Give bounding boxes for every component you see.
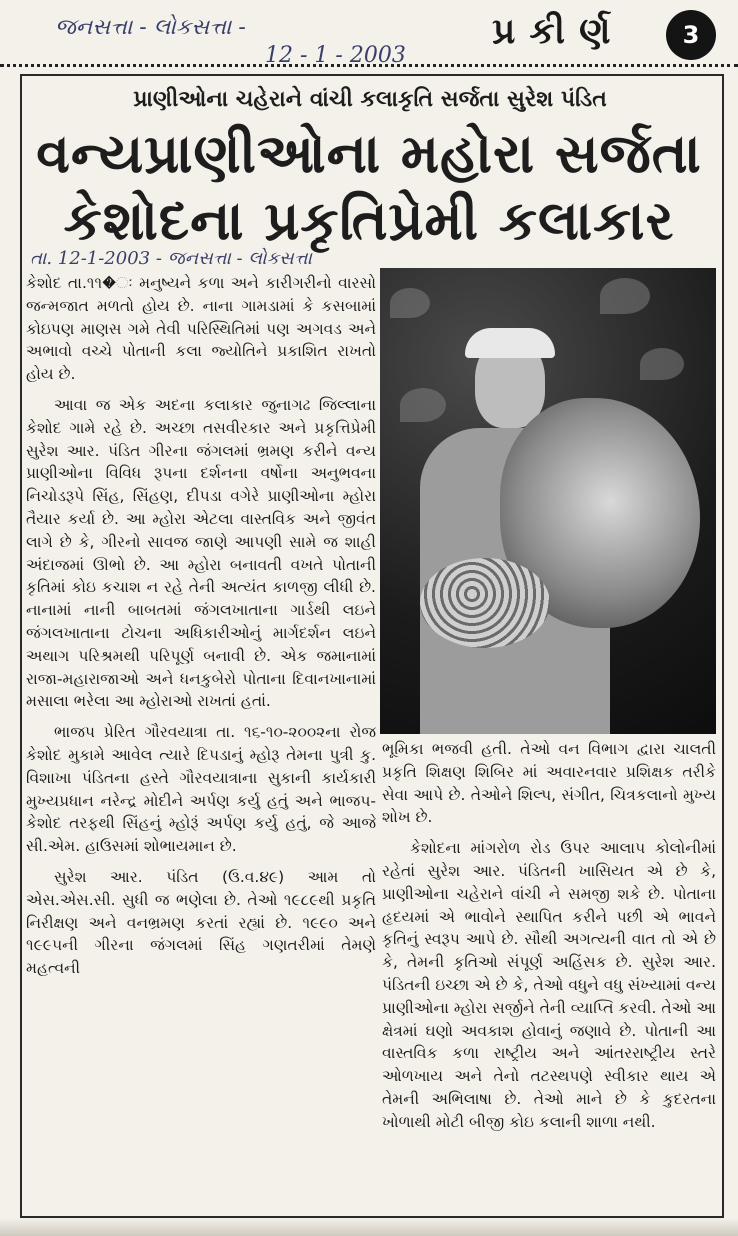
headline-line-2: કેશોદના પ્રકૃતિપ્રેમી કલાકાર	[63, 189, 675, 252]
dotted-divider	[0, 64, 738, 67]
paragraph: કેશોદ તા.૧૧�ઃ મનુષ્યને કળા અને કારીગરીનો વારસો જન્મજાત મળતો હોય છે. નાના ગામડામાં કે કસબામાં કોઇપણ માણસ ગમે તેવી પરિસ્થિતિમાં પણ અગવડ અને અભાવો વચ્ચે પોતાની કલા જ્યોતિને પ્રકાશિત રાખતો હોય છે.	[26, 274, 376, 384]
section-label: પ્રકીર્ણ	[492, 11, 625, 52]
man-cap	[465, 328, 555, 358]
handwritten-source-line: જનસત્તા - લોકસત્તા -	[55, 15, 246, 40]
article-kicker: પ્રાણીઓના ચહેરાને વાંચી કલાકૃતિ સર્જતા સુરેશ પંડિત	[133, 87, 607, 112]
article-left-column	[26, 272, 376, 1212]
page-number-badge: 3	[666, 10, 716, 60]
paragraph: આવા જ એક અદના કલાકાર જુનાગઢ જિલ્લાના કેશોદ ગામે રહે છે. અચ્છા તસવીરકાર અને પ્રકૃત્તિપ્રેમી સુરેશ આર. પંડિત ગીરના જંગલમાં ભ્રમણ કરીને વન્ય પ્રાણીઓના વિવિધ રૂપના દર્શનના વર્ષોના અનુભવના નિચોડરૂપે સિંહ, સિંહણ, દીપડા વગેરે પ્રાણીઓના મ્હોરા તૈયાર કર્યા છે. આ મ્હોરા એટલા વાસ્તવિક અને જીવંત લાગે છે કે, ગીરનો સાવજ જાણે આપણી સામે જ શાહી અંદાજમાં ઊભો છે. આ મ્હોરા બનાવતી વખતે પોતાની કૃતિમાં કોઇ કચાશ ન રહે તેની અત્યંત કાળજી લીધી છે. નાનામાં નાની બાબતમાં જંગલખાતાના ગાર્ડથી લઇને જંગલખાતાના ટોચના અધિકારીઓનું માર્ગદર્શન લઇને અથાગ પરિશ્રમથી પરિપૂર્ણ બનાવી છે. એક જમાનામાં રાજા-મહારાજાઓ અને ધનકુબેરો પોતાના દિવાનખાનામાં મસાલા ભરેલા આ મ્હોરાઓ રાખતાં હતાં.	[26, 395, 376, 711]
paragraph: કેશોદના માંગરોળ રોડ ઉપર આલાપ કોલોનીમાં રહેતાં સુરેશ આર. પંડિતની ખાસિયત એ છે કે, પ્રાણીઓના ચહેરાને વાંચી ને સમજી શકે છે. પોતાના હૃદયમાં એ ભાવોને સ્થાપિત કરીને પછી એ ભાવને કૃતિનું સ્વરૂપ આપે છે. સૌથી અગત્યની વાત તો એ છે કે, તેમની કૃતિઓ સંપૂર્ણ અહિંસક છે. સુરેશ આર. પંડિતની ઇચ્છા એ છે કે, તેઓ વધુને વધુ સંખ્યામાં વન્ય પ્રાણીઓના મ્હોરા સર્જીને તેની વ્યાપ્તિ કરવી. તેઓ આ ક્ષેત્રમાં ઘણો અવકાશ હોવાનું જણાવે છે. પોતાની આ વાસ્તવિક કળા રાષ્ટ્રીય અને આંતરરાષ્ટ્રીય સ્તરે ઓળખાય અને તેનો તટસ્થપણે સ્વીકાર થાય એ તેમની અભિલાષા છે. તેઓ માને છે કે કુદરતના ખોળાથી મોટી બીજી કોઇ કલાની શાળા નથી.	[382, 839, 716, 1131]
page-bottom-edge	[0, 1218, 738, 1236]
foliage-shape	[400, 388, 446, 422]
foliage-shape	[600, 278, 650, 314]
foliage-shape	[390, 288, 430, 318]
leopard-mask	[420, 558, 550, 648]
handwritten-date-line: 12 - 1 - 2003	[265, 43, 406, 68]
paragraph: ભૂમિકા ભજવી હતી. તેઓ વન વિભાગ દ્વારા ચાલતી પ્રકૃતિ શિક્ષણ શિબિર માં અવારનવાર પ્રશિક્ષક તરીકે સેવા આપે છે. તેઓને શિલ્પ, સંગીત, ચિત્રકલાનો મુખ્ય શોખ છે.	[382, 740, 716, 827]
paragraph: સુરેશ આર. પંડિત (ઉ.વ.૪૯) આમ તો એસ.એસ.સી. સુધી જ ભણેલા છે. તેઓ ૧૯૮૯થી પ્રકૃતિ નિરીક્ષણ અને વનભ્રમણ કરતાં રહ્યાં છે. ૧૯૯૦ અને ૧૯૯૫ની ગીરના જંગલમાં સિંહ ગણતરીમાં તેમણે મહત્વની	[26, 867, 376, 978]
paragraph: ભાજપ પ્રેરિત ગૌરવયાત્રા તા. ૧૬-૧૦-૨૦૦૨ના રોજ કેશોદ મુકામે આવેલ ત્યારે દિપડાનું મ્હોરૂ તેમના પુત્રી કુ. વિશાખા પંડિતના હસ્તે ગૌરવયાત્રાના સુકાની કાર્યકારી મુખ્યપ્રધાન નરેન્દ્ર મોદીને અર્પણ કર્યુ હતું અને ભાજપ-કેશોદ તરફથી સિંહનું મ્હોરૂં અર્પણ કર્યુ હતું, જે આજે સી.એમ. હાઉસમાં શોભાયમાન છે.	[26, 723, 376, 856]
article-right-column	[382, 738, 716, 1214]
headline-line-1: વન્યપ્રાણીઓના મહોરા સર્જતા	[36, 122, 702, 185]
article-photo	[380, 268, 716, 734]
handwritten-date-note: તા. 12-1-2003 - જનસત્તા - લોકસત્તા	[30, 248, 312, 269]
foliage-shape	[640, 348, 684, 380]
